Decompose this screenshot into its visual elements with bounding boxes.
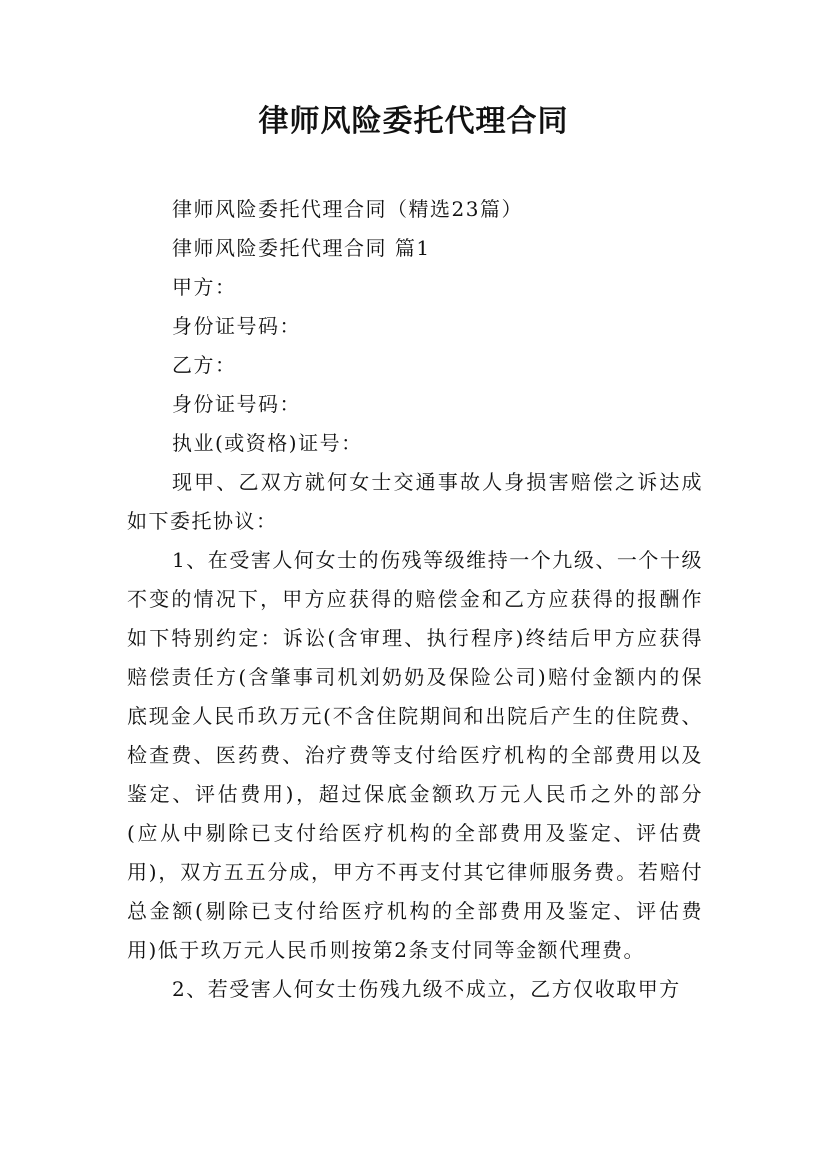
license-number-label: 执业(或资格)证号： [172, 431, 363, 455]
document-subtitle: 律师风险委托代理合同（精选23篇） [172, 197, 523, 221]
party-a-id-label: 身份证号码： [172, 314, 301, 338]
section-heading: 律师风险委托代理合同 篇1 [172, 236, 431, 260]
clause-2-paragraph: 2、若受害人何女士伤残九级不成立，乙方仅收取甲方 [172, 977, 681, 1001]
intro-paragraph: 现甲、乙双方就何女士交通事故人身损害赔偿之诉达成如下委托协议： [127, 470, 703, 533]
party-b-id-label: 身份证号码： [172, 392, 301, 416]
document-title: 律师风险委托代理合同 [258, 104, 569, 139]
party-b-label: 乙方： [172, 353, 237, 377]
clause-1-paragraph: 1、在受害人何女士的伤残等级维持一个九级、一个十级不变的情况下，甲方应获得的赔偿金和乙方应获得的报酬作如下特别约定：诉讼(含审理、执行程序)终结后甲方应获得赔偿责任方(含肇事司机刘奶奶及保险公司)赔付金额内的保底现金人民币玖万元(不含住院期间和出院后产生的住院费、检查费、医药费、治疗费等支付给医疗机构的全部费用以及鉴定、评估费用)，超过保底金额玖万元人民币之外的部分(应从中剔除已支付给医疗机构的全部费用及鉴定、评估费用)，双方五五分成，甲方不再支付其它律师服务费。若赔付总金额(剔除已支付给医疗机构的全部费用及鉴定、评估费用)低于玖万元人民币则按第2条支付同等金额代理费。 [127, 548, 703, 962]
party-a-label: 甲方： [172, 275, 237, 299]
document-body [127, 190, 703, 1009]
